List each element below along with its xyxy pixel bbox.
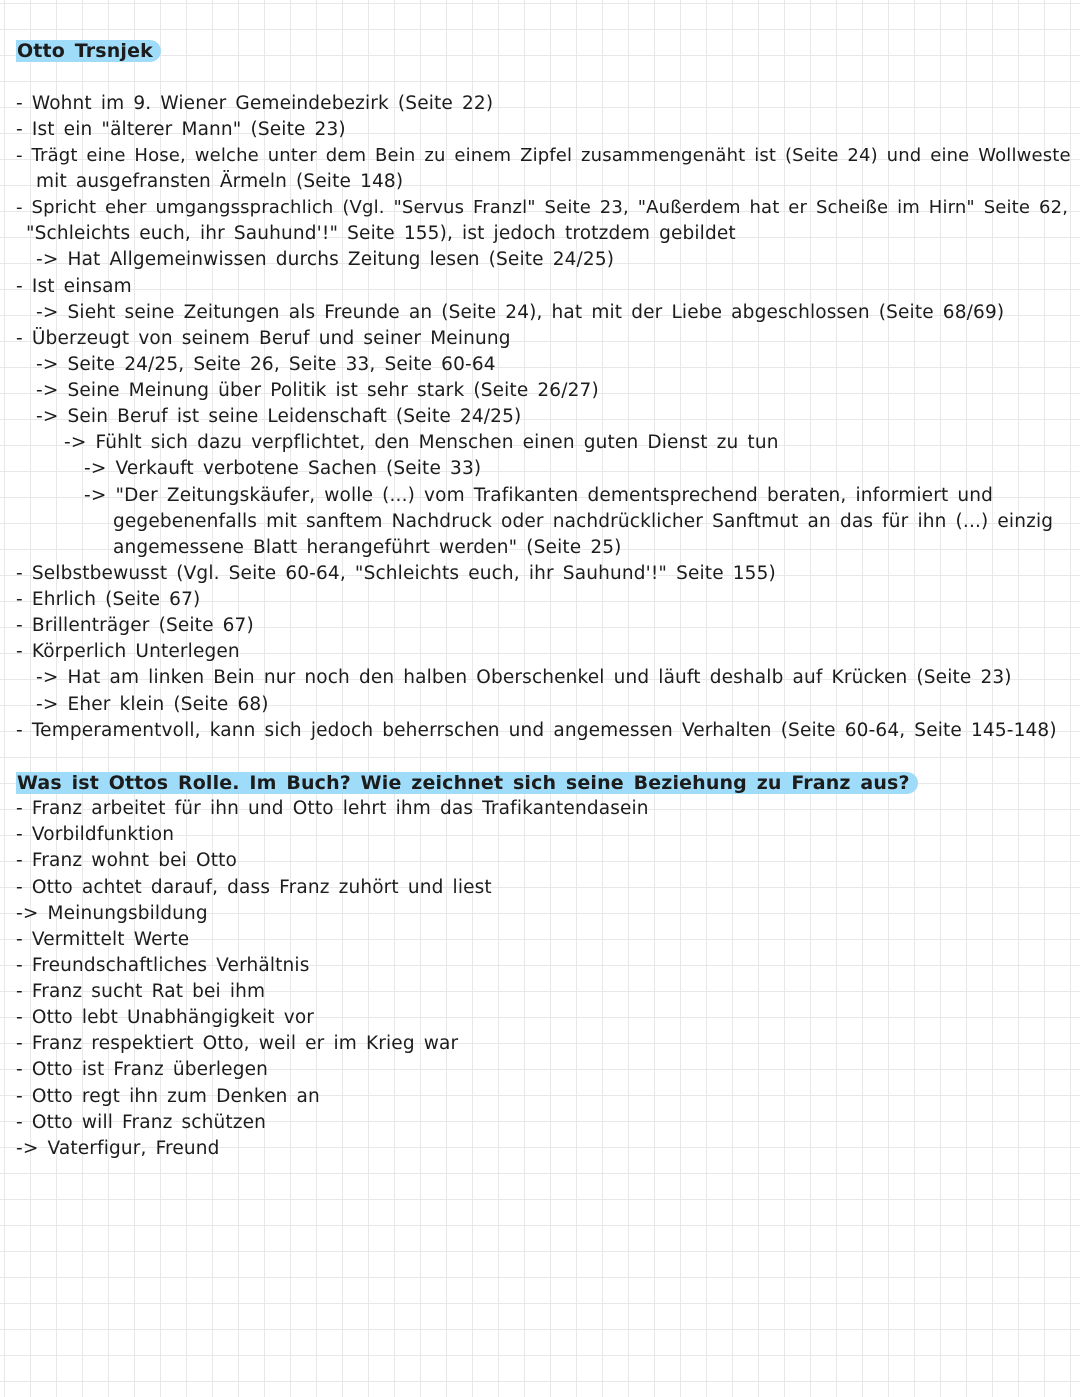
heading: Otto Trsnjek (16, 40, 161, 62)
note-line: - Selbstbewusst (Vgl. Seite 60-64, "Schleichts euch, ihr Sauhund'!" Seite 155) (16, 563, 776, 584)
note-line: - Otto lebt Unabhängigkeit vor (16, 1007, 315, 1028)
note-line: - Otto ist Franz überlegen (16, 1059, 269, 1080)
heading-line (16, 38, 161, 65)
note-line: -> Hat Allgemeinwissen durchs Zeitung lesen (Seite 24/25) (36, 249, 615, 270)
note-line: -> "Der Zeitungskäufer, wolle (...) vom Trafikanten dementsprechend beraten, informiert und (84, 485, 994, 506)
note-line: -> Sieht seine Zeitungen als Freunde an (Seite 24), hat mit der Liebe abgeschlossen (Seite 68/69) (36, 302, 1005, 323)
note-line: -> Seite 24/25, Seite 26, Seite 33, Seite 60-64 (36, 354, 496, 375)
note-line: -> Eher klein (Seite 68) (36, 694, 269, 715)
note-line: - Wohnt im 9. Wiener Gemeindebezirk (Seite 22) (16, 93, 494, 114)
note-line: -> Sein Beruf ist seine Leidenschaft (Seite 24/25) (36, 406, 522, 427)
note-line: - Überzeugt von seinem Beruf und seiner Meinung (16, 328, 511, 349)
note-line: -> Verkauft verbotene Sachen (Seite 33) (84, 458, 482, 479)
note-line: -> Vaterfigur, Freund (16, 1138, 220, 1159)
note-line: - Körperlich Unterlegen (16, 641, 240, 662)
note-line: angemessene Blatt herangeführt werden" (Seite 25) (113, 537, 622, 558)
note-line: - Franz wohnt bei Otto (16, 850, 237, 871)
note-line: - Vermittelt Werte (16, 929, 190, 950)
question-line (16, 770, 918, 797)
note-line: - Ist einsam (16, 276, 132, 297)
note-line: - Freundschaftliches Verhältnis (16, 955, 310, 976)
note-line: - Franz arbeitet für ihn und Otto lehrt ihm das Trafikantendasein (16, 798, 649, 819)
note-line: - Ist ein "älterer Mann" (Seite 23) (16, 119, 346, 140)
question-heading: Was ist Ottos Rolle. Im Buch? Wie zeichnet sich seine Beziehung zu Franz aus? (16, 772, 918, 794)
note-line: -> Fühlt sich dazu verpflichtet, den Menschen einen guten Dienst zu tun (64, 432, 779, 453)
note-line: - Franz respektiert Otto, weil er im Krieg war (16, 1033, 459, 1054)
note-line: - Otto regt ihn zum Denken an (16, 1086, 320, 1107)
note-line: "Schleichts euch, ihr Sauhund'!" Seite 155), ist jedoch trotzdem gebildet (26, 223, 736, 244)
note-line: -> Seine Meinung über Politik ist sehr stark (Seite 26/27) (36, 380, 599, 401)
note-line: -> Hat am linken Bein nur noch den halben Oberschenkel und läuft deshalb auf Krücken (Seite 23) (36, 667, 1012, 688)
note-line: - Franz sucht Rat bei ihm (16, 981, 266, 1002)
note-line: - Temperamentvoll, kann sich jedoch beherrschen und angemessen Verhalten (Seite 60-64, Seite 145-148) (16, 720, 1057, 741)
note-line: -> Meinungsbildung (16, 903, 208, 924)
note-line: - Brillenträger (Seite 67) (16, 615, 254, 636)
note-line: - Otto achtet darauf, dass Franz zuhört und liest (16, 877, 492, 898)
note-line: - Trägt eine Hose, welche unter dem Bein zu einem Zipfel zusammengenäht ist (Seite 24) und eine Wollweste (16, 145, 1071, 166)
note-line: gegebenenfalls mit sanftem Nachdruck oder nachdrücklicher Sanftmut an das für ihn (...) einzig (113, 511, 1054, 532)
note-line: - Ehrlich (Seite 67) (16, 589, 201, 610)
note-line: - Spricht eher umgangssprachlich (Vgl. "Servus Franzl" Seite 23, "Außerdem hat er Scheiße im Hirn" Seite 62, (16, 197, 1069, 218)
note-line: - Otto will Franz schützen (16, 1112, 267, 1133)
note-line: mit ausgefransten Ärmeln (Seite 148) (36, 171, 404, 192)
note-line: - Vorbildfunktion (16, 824, 175, 845)
